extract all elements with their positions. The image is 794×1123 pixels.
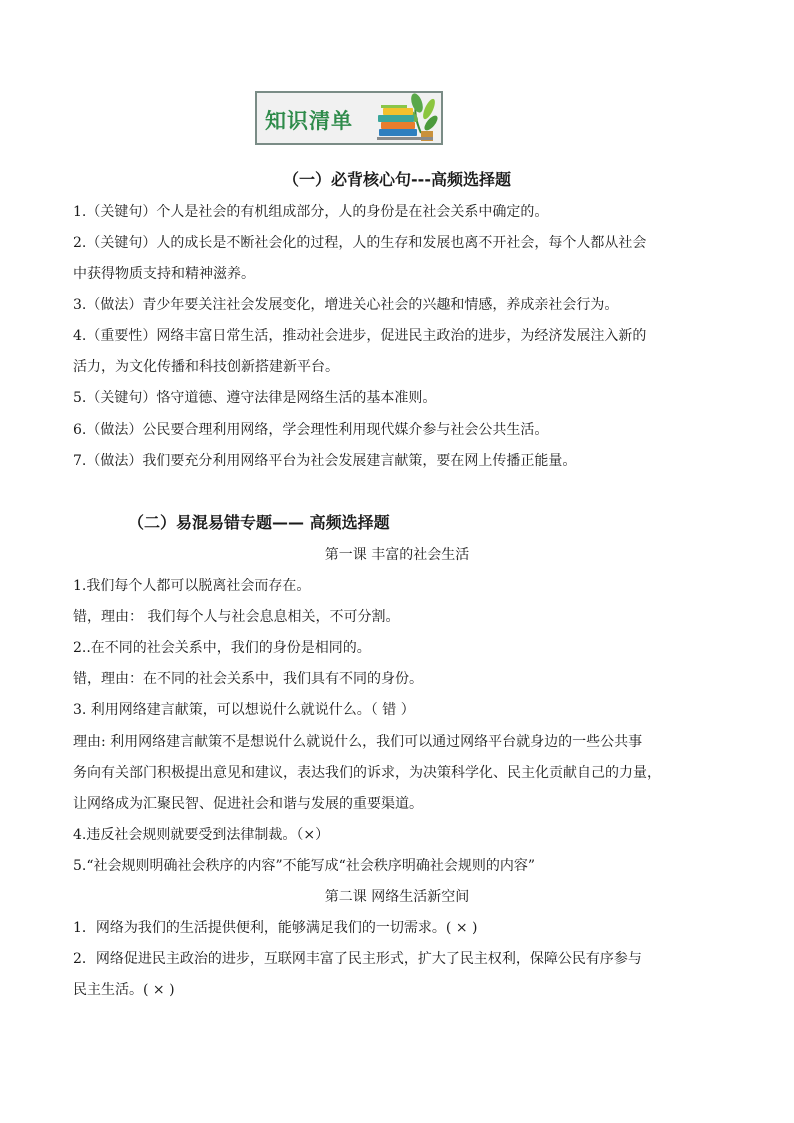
lesson1-line-3: 2..在不同的社会关系中，我们的身份是相同的。 — [73, 640, 371, 656]
section1-line-5: 4.（重要性）网络丰富日常生活，推动社会进步，促进民主政治的进步，为经济发展注入新的 — [73, 328, 647, 344]
lesson2-line-1: 1．网络为我们的生活提供便利，能够满足我们的一切需求。( × ) — [73, 920, 478, 936]
lesson2-line-2: 2．网络促进民主政治的进步，互联网丰富了民主形式，扩大了民主权利，保障公民有序参与 — [73, 951, 642, 967]
section1-line-3: 中获得物质支持和精神滋养。 — [73, 266, 255, 282]
section1-line-7: 5.（关键句）恪守道德、遵守法律是网络生活的基本准则。 — [73, 390, 437, 406]
lesson1-line-6: 理由: 利用网络建言献策不是想说什么就说什么，我们可以通过网络平台就身边的一些公共事 — [73, 734, 643, 750]
banner-title: 知识清单 — [265, 109, 353, 133]
lesson2-line-3: 民主生活。( × ) — [73, 982, 175, 998]
section1-heading: （一）必背核心句---高频选择题 — [283, 170, 511, 189]
knowledge-list-banner — [255, 91, 443, 145]
section1-line-6: 活力，为文化传播和科技创新搭建新平台。 — [73, 359, 339, 375]
section1-line-8: 6.（做法）公民要合理利用网络，学会理性利用现代媒介参与社会公共生活。 — [73, 422, 549, 438]
section1-line-1: 1.（关键句）个人是社会的有机组成部分，人的身份是在社会关系中确定的。 — [73, 204, 549, 220]
lesson1-line-7: 务向有关部门积极提出意见和建议，表达我们的诉求，为决策科学化、民主化贡献自己的力量， — [73, 765, 661, 781]
lesson1-line-4: 错，理由：在不同的社会关系中，我们具有不同的身份。 — [73, 671, 423, 687]
lesson1-line-1: 1.我们每个人都可以脱离社会而存在。 — [73, 578, 311, 594]
section1-line-4: 3.（做法）青少年要关注社会发展变化，增进关心社会的兴趣和情感，养成亲社会行为。 — [73, 297, 619, 313]
lesson1-line-8: 让网络成为汇聚民智、促进社会和谐与发展的重要渠道。 — [73, 796, 423, 812]
lesson2-title: 第二课 网络生活新空间 — [324, 889, 470, 905]
lesson1-line-5: 3. 利用网络建言献策，可以想说什么就说什么。（ 错 ） — [73, 702, 415, 718]
lesson1-line-9: 4.违反社会规则就要受到法律制裁。（×） — [73, 827, 330, 843]
lesson1-title: 第一课 丰富的社会生活 — [324, 547, 470, 563]
section1-line-2: 2.（关键句）人的成长是不断社会化的过程，人的生存和发展也离不开社会，每个人都从社会 — [73, 235, 647, 251]
section2-heading: （二）易混易错专题—— 高频选择题 — [128, 513, 390, 532]
books-plant-icon — [369, 93, 441, 145]
lesson1-line-2: 错，理由： 我们每个人与社会息息相关，不可分割。 — [73, 609, 400, 625]
section1-line-9: 7.（做法）我们要充分利用网络平台为社会发展建言献策，要在网上传播正能量。 — [73, 453, 577, 469]
lesson1-line-10: 5.“社会规则明确社会秩序的内容”不能写成“社会秩序明确社会规则的内容” — [73, 858, 535, 874]
